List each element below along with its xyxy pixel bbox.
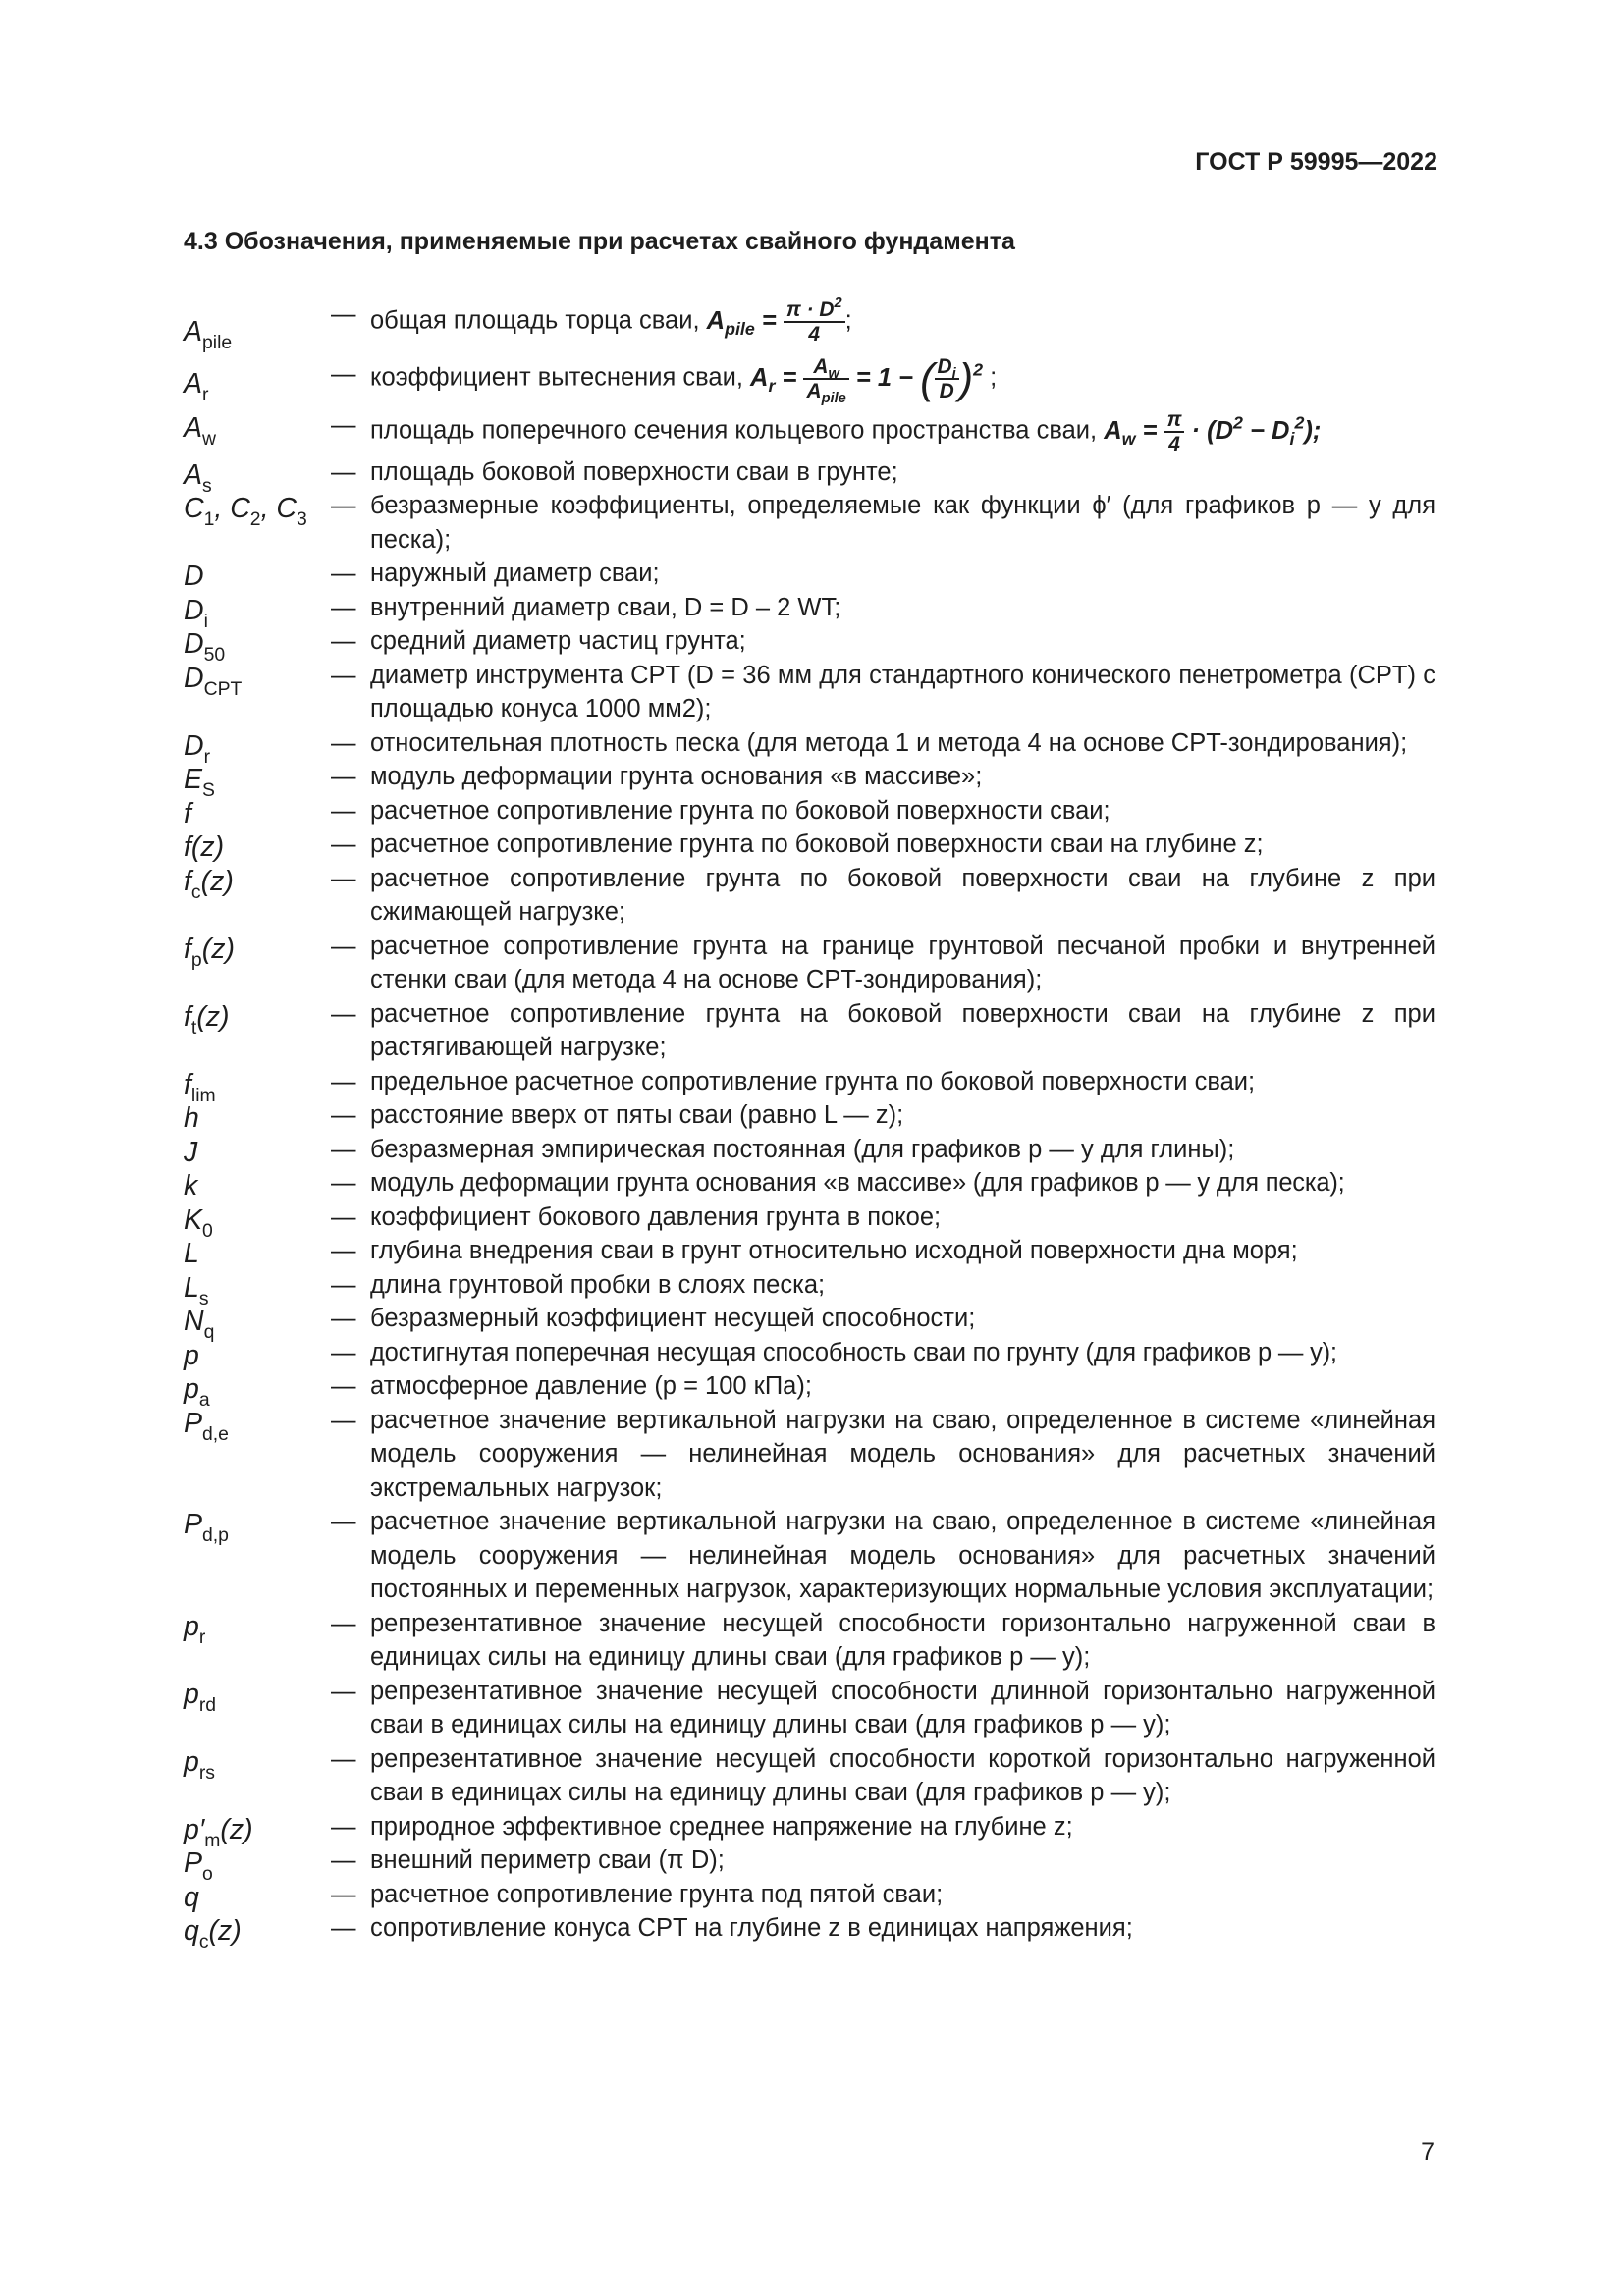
definition-text: расчетное сопротивление грунта под пятой сваи; [370, 1880, 944, 1908]
definition-row [184, 1742, 1435, 1810]
definition-text: модуль деформации грунта основания «в массиве» (для графиков p — y для песка); [370, 1169, 1345, 1198]
symbol: $N_q$ [184, 1306, 215, 1344]
dash: — [331, 560, 356, 588]
symbol: $f_t(z)$ [184, 1000, 230, 1040]
definition-description: коэффициент вытеснения сваи, [370, 363, 743, 392]
formula-a-r: $A_r$ = $\frac{A_w}{A_{pile}}$ = 1 − ( $\frac{D_i}{D}$ )$^2$ [750, 354, 984, 407]
dash: — [331, 410, 356, 439]
definition-row [184, 1098, 1435, 1133]
definition-description: общая площадь торца сваи, [370, 306, 700, 335]
definition-row [184, 1607, 1435, 1675]
definition-row [184, 862, 1435, 930]
symbol: $f_p(z)$ [184, 933, 235, 972]
symbol: k [184, 1170, 198, 1202]
symbol: $P_o$ [184, 1847, 213, 1886]
definition-row [184, 1878, 1435, 1912]
definition-text: репрезентативное значение несущей способности короткой горизонтально нагруженной сваи в единицах силы на единицу длины сваи (для графиков p — y); [370, 1744, 1435, 1807]
definition-row [184, 997, 1435, 1065]
symbol: J [184, 1136, 198, 1168]
definition-text: диаметр инструмента CPT (D = 36 мм для стандартного конического пенетрометра (CPT) с площадью конуса 1000 мм2); [370, 661, 1435, 723]
symbol: h [184, 1102, 199, 1135]
symbol: p [184, 1339, 199, 1371]
definition-text: сопротивление конуса CPT на глубине z в единицах напряжения; [370, 1914, 1133, 1943]
document-id: ГОСТ Р 59995—2022 [1195, 148, 1437, 176]
definition-text: внешний периметр сваи (π D); [370, 1846, 725, 1875]
definition-row [184, 1675, 1435, 1742]
dash: — [331, 1338, 356, 1366]
definition-row [184, 726, 1435, 769]
symbol: $C_1$, $C_2$, $C_3$ [184, 493, 307, 531]
definition-text: атмосферное давление (p = 100 кПа); [370, 1372, 812, 1401]
definition-row [184, 489, 1435, 557]
symbol: $A_{pile}$ [184, 316, 233, 354]
symbol: $L_s$ [184, 1271, 209, 1310]
definition-text: расстояние вверх от пяты сваи (равно L — z); [370, 1101, 904, 1130]
definition-row [184, 1133, 1435, 1167]
symbol: $P_{d,e}$ [184, 1407, 229, 1446]
definition-row [184, 1302, 1435, 1344]
definitions-list [184, 294, 1435, 1953]
definition-row [184, 794, 1435, 828]
formula-a-w: $A_w$ = $\frac{\pi}{4}$ · $(D^2 - D_i^2)$; [1104, 407, 1322, 455]
definition-text: безразмерная эмпирическая постоянная (для графиков p — y для глины); [370, 1135, 1235, 1163]
symbol: $A_w$ [184, 411, 216, 451]
definition-row [184, 1234, 1435, 1268]
definition-text: безразмерные коэффициенты, определяемые как функции ϕ′ (для графиков p — y для песка); [370, 492, 1435, 554]
definition-row [184, 557, 1435, 591]
symbol: q [184, 1881, 199, 1913]
symbol: L [184, 1238, 199, 1270]
dash: — [331, 1270, 356, 1299]
definition-text: относительная плотность песка (для метода 1 и метода 4 на основе CPT-зондирования); [370, 728, 1408, 757]
definition-row [184, 1268, 1435, 1310]
definition-row [184, 1166, 1435, 1201]
dash: — [331, 796, 356, 825]
definition-text: внутренний диаметр сваи, D = D – 2 WT; [370, 593, 841, 621]
symbol: $D_{CPT}$ [184, 662, 243, 701]
definition-text: расчетное сопротивление грунта на границе грунтовой песчаной пробки и внутренней стенки сваи (для метода 4 на основе CPT-зондирования); [370, 932, 1435, 994]
dash: — [331, 492, 356, 520]
definition-text: расчетное сопротивление грунта по боковой поверхности сваи; [370, 796, 1110, 825]
formula-a-pile: $A_{pile}$ = $\frac{\pi \cdot D^2}{4}$ [707, 307, 845, 335]
dash: — [331, 1067, 356, 1095]
definition-row [184, 591, 1435, 633]
definition-row [184, 1369, 1435, 1412]
dash: — [331, 864, 356, 892]
definition-description: площадь поперечного сечения кольцевого пространства сваи, [370, 416, 1098, 445]
dash: — [331, 1846, 356, 1875]
definition-text: достигнутая поперечная несущая способность сваи по грунту (для графиков p — y); [370, 1338, 1337, 1366]
definition-text: репрезентативное значение несущей способности горизонтально нагруженной сваи в единицах силы на единицу длины сваи (для графиков p — y); [370, 1609, 1435, 1672]
symbol: $E_S$ [184, 764, 215, 802]
definition-text: коэффициент вытеснения сваи, $A_r$ = $\frac{A_w}{A_{pile}}$ = 1 − ( $\frac{D_i}{D}$ )$^2$ ; [370, 354, 998, 407]
dash: — [331, 359, 356, 388]
page-number: 7 [1421, 2138, 1435, 2165]
dash: — [331, 1169, 356, 1198]
definition-row [184, 1810, 1435, 1852]
dash: — [331, 593, 356, 621]
dash: — [331, 830, 356, 859]
definition-row [184, 1065, 1435, 1107]
definition-text: расчетное сопротивление грунта по боковой поверхности сваи на глубине z; [370, 830, 1264, 859]
definition-text: коэффициент бокового давления грунта в покое; [370, 1202, 942, 1231]
symbol: $K_0$ [184, 1203, 213, 1243]
dash: — [331, 763, 356, 791]
dash: — [331, 1372, 356, 1401]
dash: — [331, 1677, 356, 1705]
symbol: $f_{lim}$ [184, 1068, 216, 1107]
dash: — [331, 1202, 356, 1231]
definition-text: природное эффективное среднее напряжение на глубине z; [370, 1812, 1073, 1841]
dash: — [331, 1101, 356, 1130]
definition-text: предельное расчетное сопротивление грунта по боковой поверхности сваи; [370, 1067, 1256, 1095]
definition-row [184, 624, 1435, 667]
definition-row [184, 760, 1435, 802]
definition-row [184, 828, 1435, 862]
dash: — [331, 932, 356, 960]
dash: — [331, 1135, 356, 1163]
definition-row [184, 455, 1435, 498]
dash: — [331, 661, 356, 689]
symbol: f [184, 797, 191, 829]
definition-row [184, 354, 1435, 407]
dash: — [331, 300, 356, 328]
dash: — [331, 728, 356, 757]
definition-row [184, 1201, 1435, 1243]
definition-text: наружный диаметр сваи; [370, 560, 660, 588]
definition-text: общая площадь торца сваи, $A_{pile}$ = $\frac{\pi \cdot D^2}{4}$ ; [370, 295, 852, 346]
symbol: $p_a$ [184, 1373, 210, 1412]
symbol: $p_{rs}$ [184, 1745, 215, 1785]
definition-row [184, 1404, 1435, 1506]
definition-row [184, 930, 1435, 997]
dash: — [331, 457, 356, 486]
symbol: $p_{rd}$ [184, 1678, 217, 1717]
symbol: D [184, 561, 204, 593]
definition-text: расчетное значение вертикальной нагрузки на сваю, определенное в системе «линейная модель сооружения — нелинейная модель основания» для расчетных значений экстремальных нагрузок; [370, 1406, 1435, 1502]
symbol: $D_r$ [184, 729, 211, 769]
definition-row [184, 659, 1435, 726]
symbol: $D_i$ [184, 594, 208, 633]
symbol: $q_c(z)$ [184, 1915, 242, 1953]
definition-text: средний диаметр частиц грунта; [370, 627, 746, 656]
definition-text: глубина внедрения сваи в грунт относительно исходной поверхности дна моря; [370, 1237, 1298, 1265]
symbol: $p'_m(z)$ [184, 1813, 253, 1852]
definition-text: площадь боковой поверхности сваи в грунте; [370, 457, 898, 486]
definition-row [184, 1505, 1435, 1607]
definition-row [184, 1911, 1435, 1953]
dash: — [331, 1508, 356, 1536]
dash: — [331, 1880, 356, 1908]
definition-text [370, 408, 1435, 455]
definition-text: расчетное сопротивление грунта по боковой поверхности сваи на глубине z при сжимающей нагрузке; [370, 864, 1435, 927]
section-title: 4.3 Обозначения, применяемые при расчетах свайного фундамента [184, 228, 1015, 255]
definition-text: длина грунтовой пробки в слоях песка; [370, 1270, 826, 1299]
definition-row [184, 408, 1435, 455]
definition-text: расчетное сопротивление грунта на боковой поверхности сваи на глубине z при растягивающей нагрузке; [370, 999, 1435, 1062]
symbol: $P_{d,p}$ [184, 1509, 229, 1547]
symbol: $D_{50}$ [184, 628, 226, 667]
definition-text: модуль деформации грунта основания «в массиве»; [370, 763, 983, 791]
dash: — [331, 1744, 356, 1773]
dash: — [331, 999, 356, 1028]
dash: — [331, 1609, 356, 1637]
dash: — [331, 1406, 356, 1434]
symbol: f(z) [184, 831, 225, 864]
definition-text: расчетное значение вертикальной нагрузки на сваю, определенное в системе «линейная модель сооружения — нелинейная модель основания» для расчетных значений постоянных и переменных нагрузок, характеризующих нормальные условия эксплуатации; [370, 1508, 1435, 1604]
definition-row [184, 1843, 1435, 1886]
definition-text: безразмерный коэффициент несущей способности; [370, 1305, 976, 1333]
dash: — [331, 1305, 356, 1333]
dash: — [331, 1812, 356, 1841]
definition-row [184, 293, 1435, 354]
dash: — [331, 627, 356, 656]
symbol: $A_s$ [184, 458, 212, 498]
definition-text: репрезентативное значение несущей способности длинной горизонтально нагруженной сваи в единицах силы на единицу длины сваи (для графиков p — y); [370, 1677, 1435, 1739]
dash: — [331, 1237, 356, 1265]
dash: — [331, 1914, 356, 1943]
symbol: $f_c(z)$ [184, 865, 234, 904]
symbol: $p_r$ [184, 1610, 206, 1649]
symbol: $A_r$ [184, 367, 209, 406]
definition-row [184, 1336, 1435, 1370]
